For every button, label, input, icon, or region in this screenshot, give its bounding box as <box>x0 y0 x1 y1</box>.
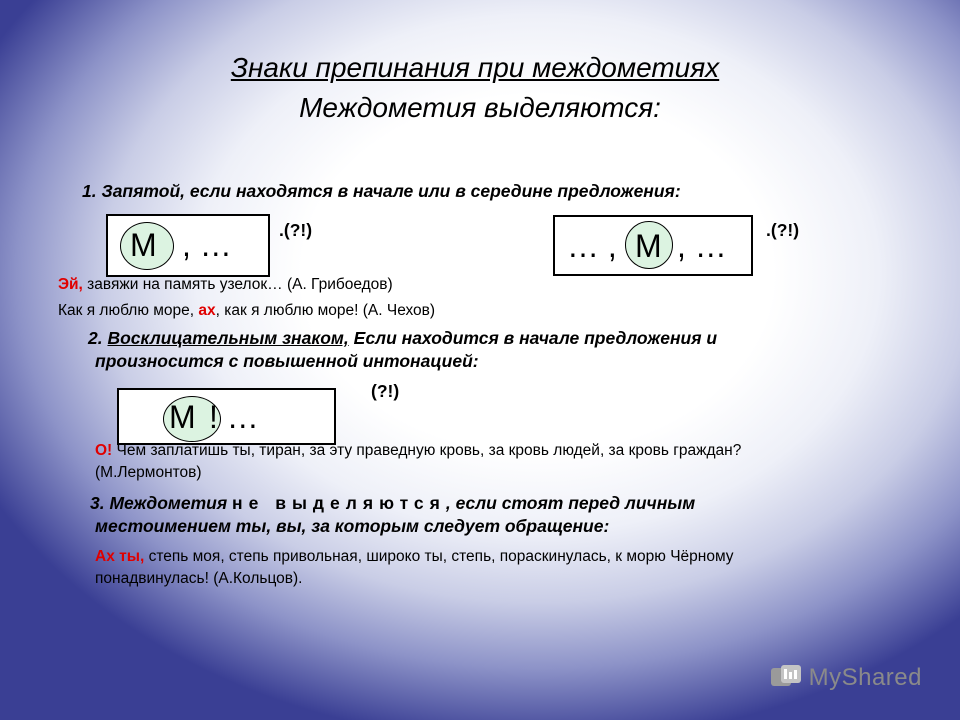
rule3-heading: 3. Междометия не выделяются, если стоят перед личным <box>90 493 696 513</box>
slide-subtitle: Междометия выделяются: <box>299 92 661 123</box>
rule1-scheme-left <box>106 214 270 277</box>
scheme-rest: ! … <box>209 399 259 435</box>
scheme-m: М <box>130 227 157 263</box>
rule1-example1: Эй, завяжи на память узелок… (А. Грибоедов) <box>58 276 393 293</box>
rule2-scheme-marks: (?!) <box>371 381 400 401</box>
rule2-example: О! Чем заплатишь ты, тиран, за эту праведную кровь, за кровь людей, за кровь граждан? <box>95 442 742 459</box>
rule1-example2: Как я люблю море, ах, как я люблю море! (А. Чехов) <box>58 302 436 319</box>
rule3-example: Ах ты, степь моя, степь привольная, широко ты, степь, пораскинулась, к морю Чёрному <box>95 548 734 565</box>
rule1-scheme-right <box>553 215 753 276</box>
rule2-heading: 2. Восклицательным знаком, Если находится в начале предложения и <box>88 328 718 348</box>
scheme-m: М <box>635 228 662 264</box>
rule3-example-line2: понадвинулась! (А.Кольцов). <box>95 570 303 587</box>
rule2-example-source: (М.Лермонтов) <box>95 464 202 481</box>
rule1-heading: 1. Запятой, если находятся в начале или в середине предложения: <box>82 181 681 201</box>
slide-title: Знаки препинания при междометиях <box>230 52 720 83</box>
scheme-after: , … <box>677 228 727 264</box>
myshared-logo-icon <box>769 664 805 692</box>
scheme-m: М <box>169 399 196 435</box>
myshared-logo: MyShared <box>769 664 922 692</box>
rule2-scheme <box>117 388 336 445</box>
rule2-heading-line2: произносится с повышенной интонацией: <box>95 351 479 371</box>
rule3-heading-line2: местоимением ты, вы, за которым следует обращение: <box>95 516 610 536</box>
scheme-before: … , <box>567 228 617 264</box>
scheme-rest: , … <box>182 227 232 263</box>
rule1-scheme-left-marks: .(?!) <box>279 220 313 240</box>
rule1-scheme-right-marks: .(?!) <box>766 220 800 240</box>
